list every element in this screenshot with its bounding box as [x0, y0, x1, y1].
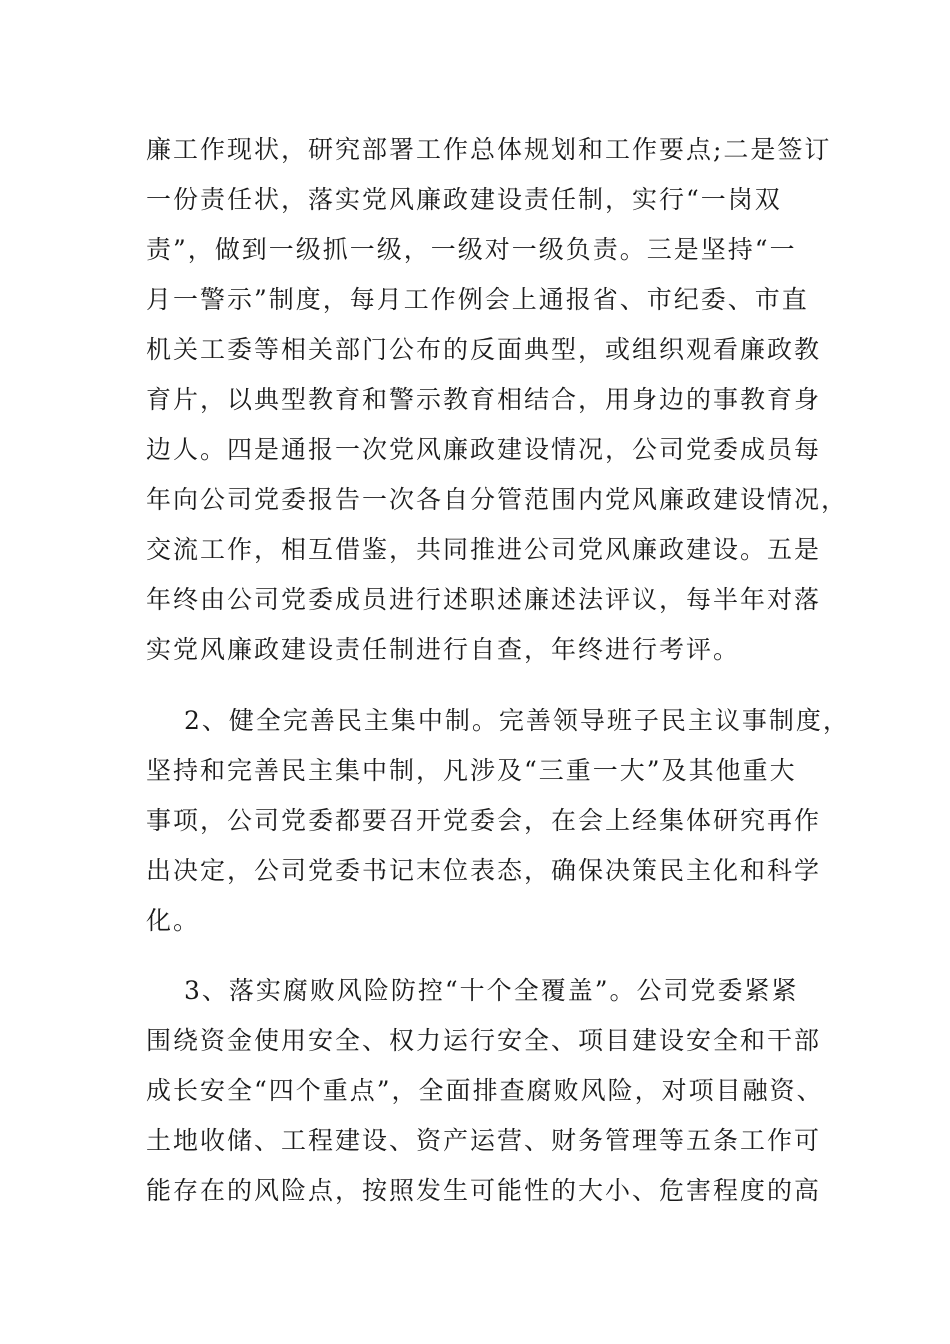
paragraph-line: 土地收储、工程建设、资产运营、财务管理等五条工作可 — [146, 1126, 822, 1155]
paragraph-line: 事项，公司党委都要召开党委会，在会上经集体研究再作 — [146, 806, 822, 835]
paragraph-line: 交流工作，相互借鉴，共同推进公司党风廉政建设。五是 — [146, 535, 822, 564]
paragraph-3 — [146, 966, 824, 1216]
paragraph-line: 成长安全“四个重点”，全面排查腐败风险，对项目融资、 — [146, 1076, 824, 1105]
paragraph-line: 实党风廉政建设责任制进行自查，年终进行考评。 — [146, 635, 741, 664]
paragraph-line: 育片，以典型教育和警示教育相结合，用身边的事教育身 — [146, 385, 822, 414]
paragraph-line: 出决定，公司党委书记末位表态，确保决策民主化和科学 — [146, 856, 822, 885]
paragraph-line: 能存在的风险点，按照发生可能性的大小、危害程度的高 — [146, 1176, 822, 1205]
paragraph-line: 化。 — [146, 906, 201, 935]
paragraph-1 — [146, 125, 849, 675]
paragraph-line: 年终由公司党委成员进行述职述廉述法评议，每半年对落 — [146, 585, 822, 614]
paragraph-line: 廉工作现状，研究部署工作总体规划和工作要点;二是签订 — [146, 135, 832, 164]
paragraph-line: 2、健全完善民主集中制。完善领导班子民主议事制度， — [184, 706, 850, 735]
paragraph-line: 边人。四是通报一次党风廉政建设情况，公司党委成员每 — [146, 435, 822, 464]
paragraph-line: 3、落实腐败风险防控“十个全覆盖”。公司党委紧紧 — [184, 976, 799, 1005]
paragraph-line: 月一警示”制度，每月工作例会上通报省、市纪委、市直 — [146, 285, 809, 314]
paragraph-line: 围绕资金使用安全、权力运行安全、项目建设安全和干部 — [146, 1026, 822, 1055]
paragraph-line: 机关工委等相关部门公布的反面典型，或组织观看廉政教 — [146, 335, 822, 364]
paragraph-line: 一份责任状，落实党风廉政建设责任制，实行“一岗双 — [146, 185, 782, 214]
paragraph-2 — [146, 696, 850, 946]
paragraph-line: 责”，做到一级抓一级，一级对一级负责。三是坚持“一 — [146, 235, 797, 264]
paragraph-line: 年向公司党委报告一次各自分管范围内党风廉政建设情况， — [146, 485, 849, 514]
paragraph-line: 坚持和完善民主集中制，凡涉及“三重一大”及其他重大 — [146, 756, 797, 785]
